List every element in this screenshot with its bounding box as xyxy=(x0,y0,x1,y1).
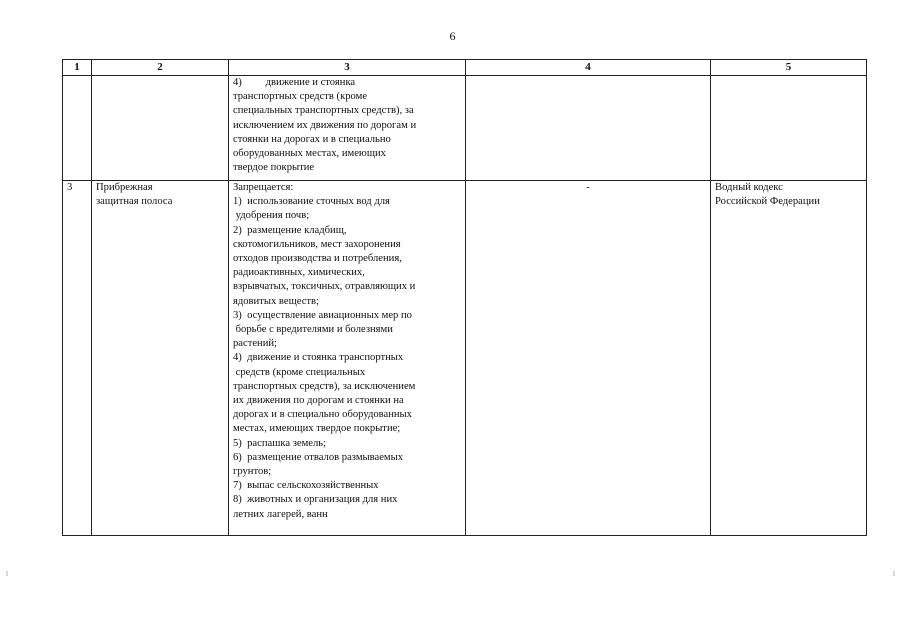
table-row-continuation xyxy=(63,76,867,181)
text-line: Прибрежная xyxy=(96,182,153,193)
text-line: ядовитых веществ; xyxy=(233,295,319,307)
text-line: 1) использование сточных вод для xyxy=(233,196,390,208)
regulations-table xyxy=(62,59,867,536)
text-line: 7) выпас сельскохозяйственных xyxy=(233,480,379,492)
text-line: Российской Федерации xyxy=(715,196,820,208)
cell-zone-name xyxy=(92,76,229,181)
text-line: Водный кодекс xyxy=(715,182,783,193)
cell-source xyxy=(711,181,867,536)
text-line: защитная полоса xyxy=(96,196,173,208)
cell-col-4 xyxy=(466,76,711,181)
text-line: взрывчатых, токсичных, отравляющих и xyxy=(233,281,416,293)
table-header-row xyxy=(63,60,867,76)
page-number: 6 xyxy=(449,29,456,43)
text-line: грунтов; xyxy=(233,466,272,478)
text-line: местах, имеющих твердое покрытие; xyxy=(233,423,401,435)
text-line: 2) размещение кладбищ, xyxy=(233,224,347,236)
cell-number xyxy=(63,76,92,181)
cell-source xyxy=(711,76,867,181)
table-row-coastal-strip xyxy=(63,181,867,536)
cell-col-4: - xyxy=(466,181,711,536)
cell-restrictions xyxy=(229,181,466,536)
header-col-1: 1 xyxy=(63,60,92,76)
header-col-3: 3 xyxy=(229,60,466,76)
text-line: отходов производства и потребления, xyxy=(233,253,402,265)
text-line: стоянки на дорогах и в специально xyxy=(233,133,391,145)
text-line: растений; xyxy=(233,338,277,350)
text-line: Запрещается: xyxy=(233,182,294,193)
scan-edge-mark-right: ⁞ xyxy=(893,570,895,578)
text-line: 4) движение и стоянка транспортных xyxy=(233,352,404,364)
text-line: дорогах и в специально оборудованных xyxy=(233,409,412,421)
scan-edge-mark-left: ⁞ xyxy=(6,570,8,578)
text-line: их движения по дорогам и стоянки на xyxy=(233,395,404,407)
text-line: удобрения почв; xyxy=(233,210,310,222)
text-line: 4) движение и стоянка xyxy=(233,77,356,88)
cell-restrictions xyxy=(229,76,466,181)
header-col-4: 4 xyxy=(466,60,711,76)
text-line: исключением их движения по дорогам и xyxy=(233,119,417,131)
text-line: оборудованных местах, имеющих xyxy=(233,148,386,160)
cell-zone-name xyxy=(92,181,229,536)
text-line: твердое покрытие xyxy=(233,162,315,174)
header-col-5: 5 xyxy=(711,60,867,76)
text-line: скотомогильников, мест захоронения xyxy=(233,238,401,250)
text-line: борьбе с вредителями и болезнями xyxy=(233,324,393,336)
text-line: летних лагерей, ванн xyxy=(233,508,328,520)
text-line: радиоактивных, химических, xyxy=(233,267,365,279)
text-line: транспортных средств (кроме xyxy=(233,91,368,103)
text-line: 8) животных и организация для них xyxy=(233,494,398,506)
text-line: средств (кроме специальных xyxy=(233,366,366,378)
text-line: транспортных средств), за исключением xyxy=(233,380,416,392)
header-col-2: 2 xyxy=(92,60,229,76)
text-line: 6) размещение отвалов размываемых xyxy=(233,451,404,463)
text-line: специальных транспортных средств), за xyxy=(233,105,414,117)
text-line: 3) осуществление авиационных мер по xyxy=(233,309,412,321)
text-line: 5) распашка земель; xyxy=(233,437,327,449)
cell-number: 3 xyxy=(63,181,92,536)
